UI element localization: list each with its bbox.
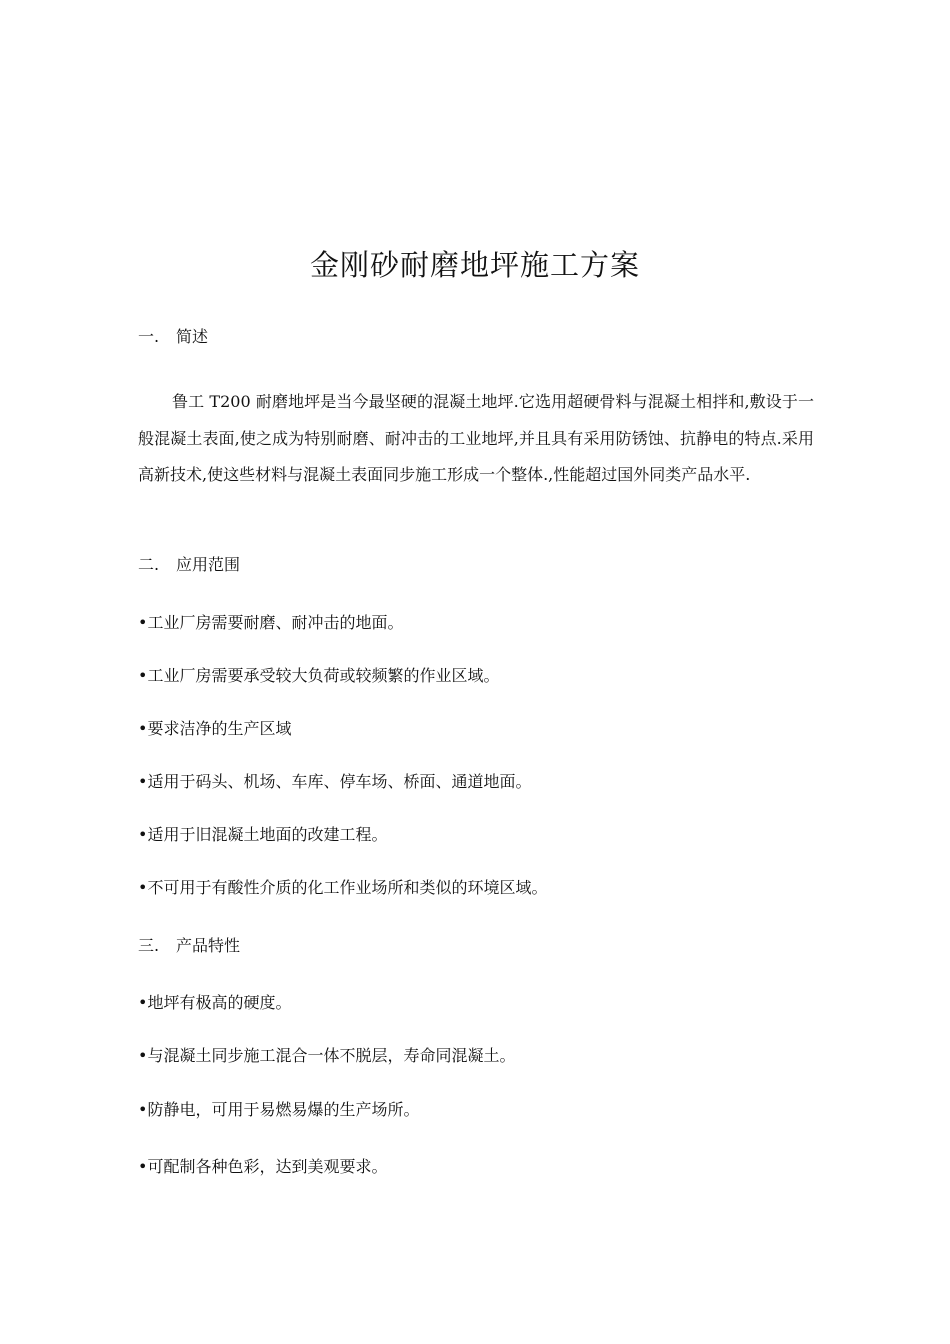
section-title: 产品特性 — [176, 936, 241, 955]
list-item: •防静电，可用于易燃易爆的生产场所。 — [138, 1100, 420, 1119]
section-heading-application-scope — [138, 554, 240, 576]
section-number: 三. — [138, 936, 160, 955]
list-item: •要求洁净的生产区域 — [138, 719, 292, 738]
list-item: •工业厂房需要承受较大负荷或较频繁的作业区域。 — [138, 666, 500, 685]
section-title: 应用范围 — [176, 555, 241, 574]
list-item: •工业厂房需要耐磨、耐冲击的地面。 — [138, 613, 404, 632]
list-item: •可配制各种色彩，达到美观要求。 — [138, 1157, 388, 1176]
section-title: 简述 — [176, 327, 209, 346]
section-number: 一. — [138, 327, 160, 346]
section-heading-product-features — [138, 935, 240, 957]
section-heading-overview — [138, 326, 208, 348]
list-item: •适用于码头、机场、车库、停车场、桥面、通道地面。 — [138, 772, 532, 791]
section-number: 二. — [138, 555, 160, 574]
list-item: •与混凝土同步施工混合一体不脱层，寿命同混凝土。 — [138, 1046, 516, 1065]
overview-paragraph: 鲁工 T200 耐磨地坪是当今最坚硬的混凝土地坪.它选用超硬骨料与混凝土相拌和,敷设于一般混凝土表面,使之成为特别耐磨、耐冲击的工业地坪,并且具有采用防锈蚀、抗静电的特点.采用高新技术,使这些材料与混凝土表面同步施工形成一个整体.,性能超过国外同类产品水平. — [138, 392, 814, 484]
list-item: •不可用于有酸性介质的化工作业场所和类似的环境区域。 — [138, 878, 548, 897]
list-item: •适用于旧混凝土地面的改建工程。 — [138, 825, 388, 844]
document-title: 金刚砂耐磨地坪施工方案 — [309, 248, 640, 282]
list-item: •地坪有极高的硬度。 — [138, 993, 292, 1012]
